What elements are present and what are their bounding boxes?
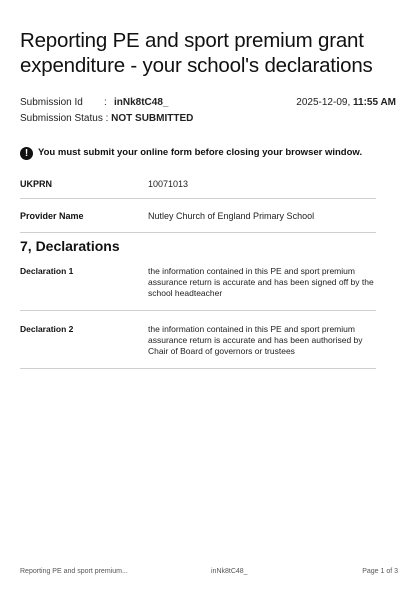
- submission-id-value: inNk8tC48_: [114, 97, 169, 108]
- divider: [20, 198, 376, 199]
- submission-date: 2025-12-09,: [296, 97, 351, 108]
- provider-name-label: Provider Name: [20, 211, 84, 221]
- submission-status-label: Submission Status :: [20, 113, 109, 124]
- declaration-2-text: the information contained in this PE and sport premium assurance return is accurate and has been authorised by Chair of Board of governors or trustees: [148, 324, 363, 356]
- ukprn-label: UKPRN: [20, 179, 53, 189]
- divider: [20, 310, 376, 311]
- page-title: Reporting PE and sport premium grant expenditure - your school's declarations: [20, 29, 373, 77]
- submission-status-row: [20, 113, 193, 125]
- declaration-1-text: the information contained in this PE and sport premium assurance return is accurate and has been signed off by the school headteacher: [148, 266, 374, 298]
- footer-submission-id: inNk8tC48_: [211, 568, 248, 575]
- divider: [20, 232, 376, 233]
- section-heading: 7, Declarations: [20, 238, 120, 254]
- submission-status-value: NOT SUBMITTED: [111, 113, 194, 124]
- ukprn-value: 10071013: [148, 179, 189, 189]
- warning-text: You must submit your online form before closing your browser window.: [38, 147, 363, 158]
- provider-name-value: Nutley Church of England Primary School: [148, 211, 315, 221]
- declaration-2-label: Declaration 2: [20, 324, 74, 334]
- warning-banner: [20, 146, 362, 160]
- exclamation-icon: !: [20, 147, 33, 160]
- submission-id-colon: :: [104, 97, 107, 108]
- submission-datetime: [296, 97, 396, 109]
- submission-time: 11:55 AM: [353, 97, 396, 108]
- divider: [20, 368, 376, 369]
- declaration-1-label: Declaration 1: [20, 266, 74, 276]
- submission-id-label: Submission Id: [20, 97, 83, 108]
- footer-document-title: Reporting PE and sport premium...: [20, 568, 128, 575]
- footer-page-number: Page 1 of 3: [362, 568, 398, 575]
